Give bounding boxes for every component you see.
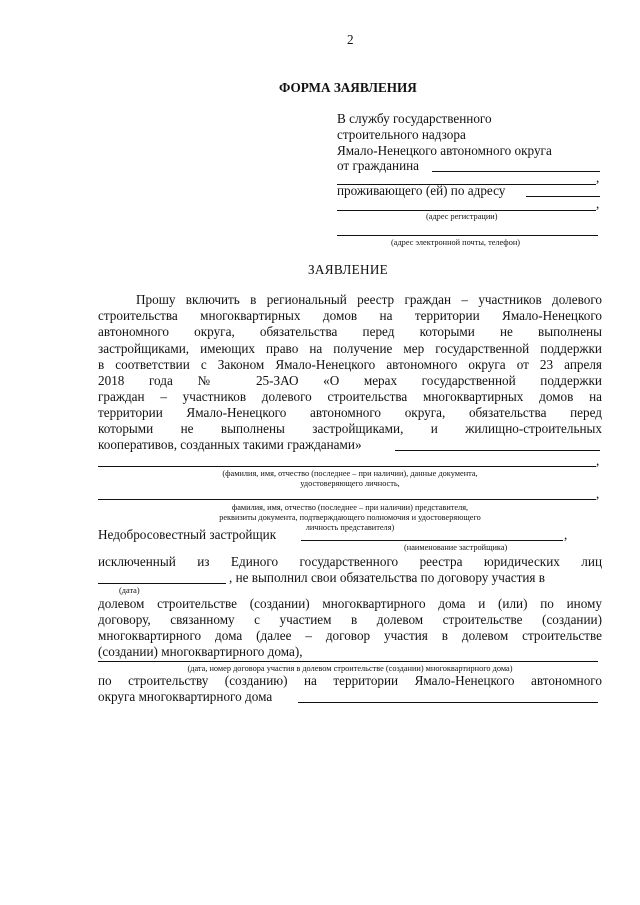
developer-name-field[interactable] <box>301 540 563 541</box>
form-title: ФОРМА ЗАЯВЛЕНИЯ <box>279 80 417 95</box>
date-caption: (дата) <box>119 586 140 595</box>
residence-field[interactable] <box>526 196 600 197</box>
contract-line-4: (создании) многоквартирного дома), <box>98 644 303 659</box>
comma: , <box>564 527 568 542</box>
representative-caption-2: реквизиты документа, подтверждающего полномочия и удостоверяющего <box>219 513 481 522</box>
representative-caption-1: фамилия, имя, отчество (последнее – при наличии) представителя, <box>231 503 469 512</box>
body-line-4: застройщиками, имеющих право на получение мер государственной поддержки <box>98 341 602 356</box>
body-line-5: в соответствии с Законом Ямало-Ненецкого автономного округа от 23 апреля <box>98 357 602 372</box>
representative-field[interactable] <box>98 499 596 500</box>
applicant-identity-caption-1: (фамилия, имя, отчество (последнее – при наличии), данные документа, <box>222 469 478 478</box>
body-line-7: граждан – участников долевого строительства многоквартирных домов на <box>98 389 602 404</box>
email-phone-caption: (адрес электронной почты, телефон) <box>391 238 521 247</box>
contract-line-2: договору, связанному с участием в долевом строительстве (создании) <box>98 612 602 627</box>
residence-field-2[interactable] <box>337 210 596 211</box>
contract-details-caption: (дата, номер договора участия в долевом строительстве (создании) многоквартирного дома) <box>187 664 513 673</box>
applicant-identity-field[interactable] <box>98 466 596 467</box>
applicant-identity-caption-2: удостоверяющего личность, <box>300 479 400 488</box>
contract-line-3: многоквартирного дома (далее – договор участия в долевом строительстве <box>98 628 602 643</box>
contract-line-1: долевом строительстве (создании) многоквартирного дома и (или) по иному <box>98 596 602 611</box>
addressee-line-2: строительного надзора <box>337 127 466 142</box>
comma: , <box>596 170 600 185</box>
final-line-2: округа многоквартирного дома <box>98 689 273 704</box>
body-end-field[interactable] <box>395 450 600 451</box>
body-line-8: территории Ямало-Ненецкого автономного округа, обязательства перед <box>98 405 602 420</box>
contract-details-field[interactable] <box>98 661 598 662</box>
final-line-1: по строительству (созданию) на территории Ямало-Ненецкого автономного <box>98 673 602 688</box>
statement-heading: ЗАЯВЛЕНИЕ <box>308 262 389 277</box>
residence-label: проживающего (ей) по адресу <box>337 183 506 198</box>
comma: , <box>596 486 600 501</box>
building-address-field[interactable] <box>298 702 598 703</box>
registration-caption: (адрес регистрации) <box>426 212 498 221</box>
body-line-10: кооперативов, созданных такими гражданами» <box>98 437 362 452</box>
comma: , <box>596 196 600 211</box>
comma: , <box>596 453 600 468</box>
citizen-name-field[interactable] <box>432 171 600 172</box>
from-citizen-label: от гражданина <box>337 158 420 173</box>
representative-caption-3: личность представителя) <box>305 523 395 532</box>
excluded-line: исключенный из Единого государственного реестра юридических лиц <box>98 554 602 569</box>
email-phone-field[interactable] <box>337 235 598 236</box>
body-line-9: которыми не выполнены застройщиками, и жилищно-строительных <box>98 421 602 436</box>
body-line-1: Прошу включить в региональный реестр граждан – участников долевого <box>136 292 602 307</box>
not-fulfilled-text: , не выполнил свои обязательства по договору участия в <box>229 570 545 585</box>
addressee-line-1: В службу государственного <box>337 111 492 126</box>
body-line-3: автономного округа, обязательства перед которыми не выполнены <box>98 324 602 339</box>
addressee-line-3: Ямало-Ненецкого автономного округа <box>337 143 552 158</box>
page-number: 2 <box>347 32 354 47</box>
body-line-6: 2018 года № 25-ЗАО «О мерах государственной поддержки <box>98 373 602 388</box>
developer-caption: (наименование застройщика) <box>404 543 508 552</box>
body-line-2: строительства многоквартирных домов на территории Ямало-Ненецкого <box>98 308 602 323</box>
developer-label: Недобросовестный застройщик <box>98 527 277 542</box>
exclusion-date-field[interactable] <box>98 583 226 584</box>
